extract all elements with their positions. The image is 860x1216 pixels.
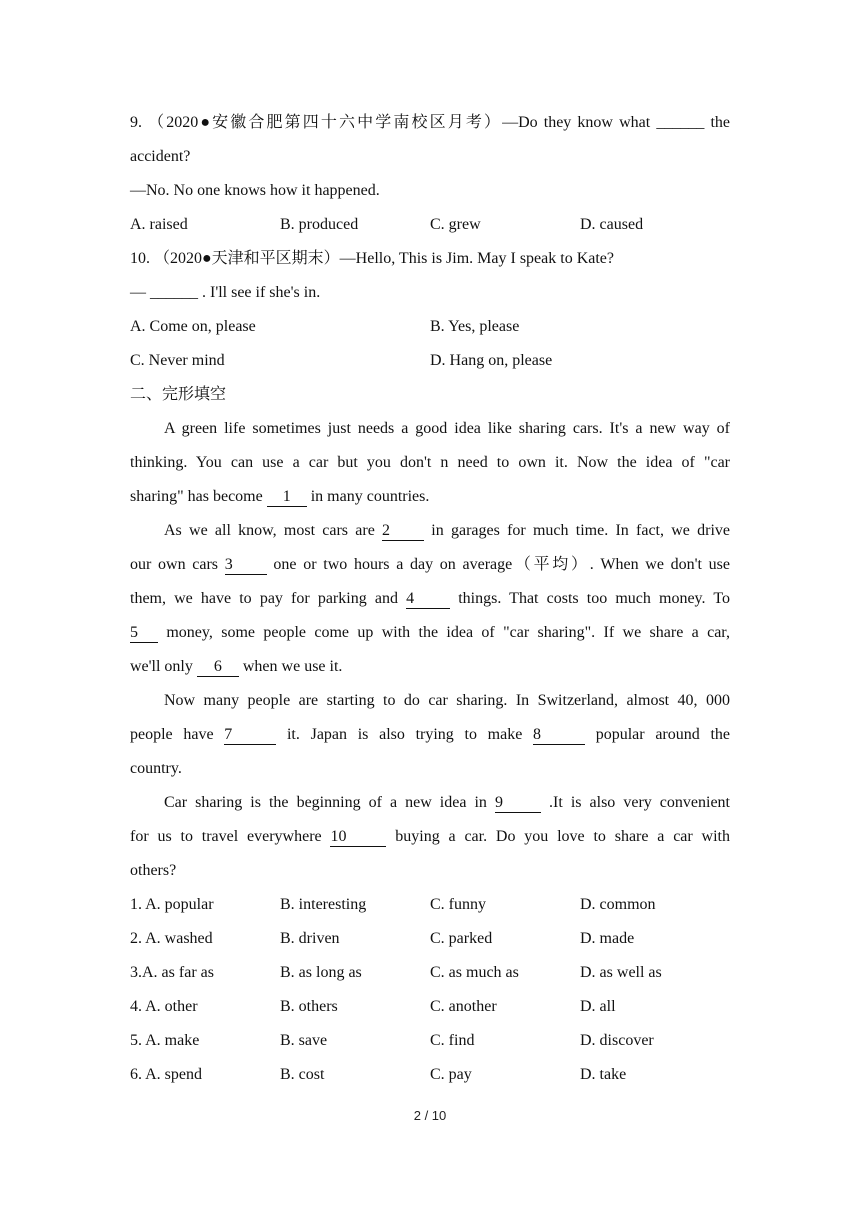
- option: C. parked: [430, 930, 493, 947]
- passage-p3-line1: Now many people are starting to do car sharing. In Switzerland, almost 40, 000: [164, 692, 730, 709]
- q10-blank: ______: [150, 284, 198, 301]
- q9-options: [130, 208, 730, 242]
- option: C. find: [430, 1032, 475, 1049]
- option: C. Never mind: [130, 352, 225, 369]
- option: C. pay: [430, 1066, 472, 1083]
- q10-dash: —: [130, 284, 150, 301]
- passage-p4-line1: [130, 786, 730, 820]
- text: we'll only: [130, 658, 197, 675]
- q10-options-row1: [130, 310, 730, 344]
- option: 1. A. popular: [130, 896, 214, 913]
- passage-p3-line3: country.: [130, 760, 182, 777]
- passage-p2-line4: [130, 616, 730, 650]
- option: B. interesting: [280, 896, 367, 913]
- option: D. discover: [580, 1032, 654, 1049]
- blank-6: 6: [197, 658, 239, 677]
- option: A. Come on, please: [130, 318, 256, 335]
- text: for us to travel everywhere: [130, 828, 331, 845]
- text: them, we have to pay for parking and: [130, 590, 407, 607]
- option: C. grew: [430, 216, 481, 233]
- option: D. take: [580, 1066, 627, 1083]
- cloze-options-2: [130, 922, 730, 956]
- option: D. common: [580, 896, 656, 913]
- option: B. produced: [280, 216, 359, 233]
- passage-p4-line3: others?: [130, 862, 177, 879]
- blank-10: 10: [330, 828, 386, 847]
- option: A. raised: [130, 216, 188, 233]
- option: C. as much as: [430, 964, 519, 981]
- text: when we use it.: [238, 658, 343, 675]
- q9-stem: 9. （2020●安徽合肥第四十六中学南校区月考）—Do they know what: [130, 114, 657, 131]
- q10-stem-end: . I'll see if she's in.: [198, 284, 321, 301]
- q9-blank: ______: [656, 114, 705, 131]
- passage-p2-line5: [130, 650, 730, 684]
- passage-p2-line3: [130, 582, 730, 616]
- q10-options-row2: [130, 344, 730, 378]
- passage-p1-line2: thinking. You can use a car but you don't n need to own it. Now the idea of "car: [130, 454, 730, 471]
- text: in garages for much time. In fact, we drive: [424, 522, 730, 539]
- text: one or two hours a day on average（平均）. When we don't use: [266, 556, 730, 573]
- passage-p1-line1: A green life sometimes just needs a good idea like sharing cars. It's a new way of: [164, 420, 730, 437]
- passage-p4-line2: [130, 820, 730, 854]
- option: B. driven: [280, 930, 340, 947]
- text: popular around the: [585, 726, 731, 743]
- blank-5: 5: [130, 624, 158, 643]
- option: D. all: [580, 998, 616, 1015]
- text: As we all know, most cars are: [164, 522, 383, 539]
- option: B. others: [280, 998, 338, 1015]
- text: .It is also very convenient: [540, 794, 731, 811]
- blank-3: 3: [225, 556, 267, 575]
- option: B. cost: [280, 1066, 325, 1083]
- text: our own cars: [130, 556, 225, 573]
- option: D. made: [580, 930, 635, 947]
- option: 4. A. other: [130, 998, 198, 1015]
- cloze-options-3: [130, 956, 730, 990]
- passage-p1-line3: [130, 480, 730, 514]
- passage-p3-line2: [130, 718, 730, 752]
- blank-2: 2: [382, 522, 424, 541]
- q9-line3: —No. No one knows how it happened.: [130, 182, 380, 199]
- option: B. Yes, please: [430, 318, 520, 335]
- q10-line2: [130, 276, 730, 310]
- section-heading: 二、完形填空: [130, 386, 227, 403]
- cloze-options-5: [130, 1024, 730, 1058]
- text: things. That costs too much money. To: [450, 590, 731, 607]
- q9-line1: [130, 106, 730, 140]
- cloze-options-4: [130, 990, 730, 1024]
- option: 6. A. spend: [130, 1066, 202, 1083]
- blank-1: 1: [267, 488, 307, 507]
- text: people have: [130, 726, 225, 743]
- blank-8: 8: [533, 726, 585, 745]
- cloze-options-1: [130, 888, 730, 922]
- option: 2. A. washed: [130, 930, 213, 947]
- text: buying a car. Do you love to share a car with: [386, 828, 731, 845]
- option: D. Hang on, please: [430, 352, 553, 369]
- q9-line2: accident?: [130, 148, 191, 165]
- option: B. as long as: [280, 964, 362, 981]
- text: Car sharing is the beginning of a new idea in: [164, 794, 495, 811]
- page-number: 2 / 10: [413, 1108, 447, 1123]
- option: C. another: [430, 998, 497, 1015]
- blank-9: 9: [495, 794, 541, 813]
- text: sharing" has become: [130, 488, 267, 505]
- option: D. as well as: [580, 964, 662, 981]
- text: money, some people come up with the idea of "car sharing". If we share a car,: [158, 624, 730, 641]
- passage-p2-line2: [130, 548, 730, 582]
- q9-stem-end: the: [704, 114, 730, 131]
- q10-line1: 10. （2020●天津和平区期末）—Hello, This is Jim. May I speak to Kate?: [130, 250, 614, 267]
- blank-7: 7: [224, 726, 276, 745]
- document-page: [130, 106, 730, 1092]
- text: in many countries.: [306, 488, 430, 505]
- option: B. save: [280, 1032, 328, 1049]
- option: D. caused: [580, 216, 644, 233]
- option: 5. A. make: [130, 1032, 200, 1049]
- option: C. funny: [430, 896, 486, 913]
- option: 3.A. as far as: [130, 964, 214, 981]
- passage-p2-line1: [130, 514, 730, 548]
- text: it. Japan is also trying to make: [276, 726, 534, 743]
- blank-4: 4: [406, 590, 450, 609]
- cloze-options-6: [130, 1058, 730, 1092]
